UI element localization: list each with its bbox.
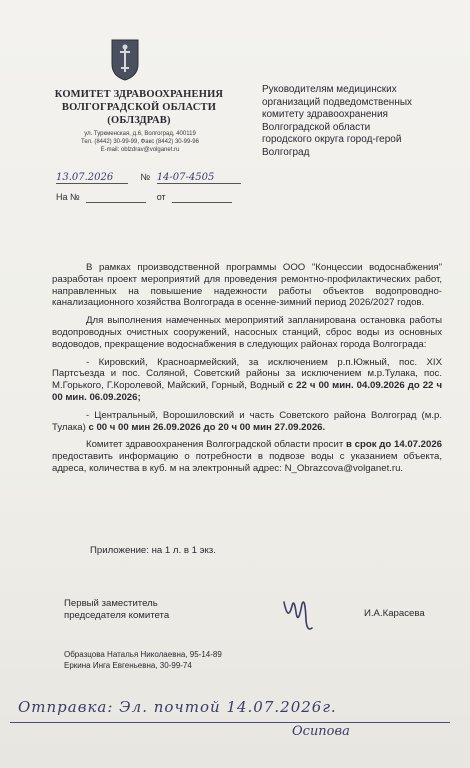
addressee-line-4: Волгоградской области xyxy=(262,121,371,133)
org-line-2: ВОЛГОГРАДСКОЙ ОБЛАСТИ xyxy=(61,102,217,113)
org-phones: Тел. (8442) 30-99-99, Факс (8442) 30-99-96 xyxy=(81,139,199,145)
organization-contacts xyxy=(50,130,230,154)
position-line-1: Первый заместитель xyxy=(64,598,158,609)
request-start: Комитет здравоохранения Волгоградской области просит xyxy=(86,439,344,451)
coat-of-arms-icon xyxy=(110,38,140,82)
district-list-1: - Кировский, Красноармейский, за исключением р.п.Южный, пос. XIX Партсъезда и пос. Соляной, Советский районы за исключением м.р.Тулака, пос. М.Горького, Г.Королевой, Майский, Горный, Водный xyxy=(52,356,442,392)
body-paragraph-3 xyxy=(52,357,442,404)
reference-line xyxy=(56,192,232,203)
addressee-line-6: Волгоград xyxy=(262,146,310,158)
addressee-line-5: городского округа город-герой xyxy=(262,134,402,145)
signatory-name: И.А.Карасева xyxy=(364,608,425,619)
body-paragraph-4 xyxy=(52,410,442,434)
request-deadline: в срок до 14.07.2026 xyxy=(345,439,443,451)
addressee-line-2: организаций подведомственных xyxy=(262,96,413,108)
position-line-2: председателя комитета xyxy=(64,610,170,621)
body-paragraph-5 xyxy=(52,439,442,474)
dispatch-note-underline xyxy=(10,722,450,723)
handwritten-dispatch-sign: Осипова xyxy=(292,724,350,739)
executors-block xyxy=(64,650,222,671)
registration-line xyxy=(56,172,241,184)
registration-date: 13.07.2026 xyxy=(56,172,128,184)
reference-date-blank xyxy=(172,192,232,203)
request-end: предоставить информацию о потребности в подвозе воды с указанием объекта, адреса, количества в куб. м на электронный адрес: N_Obrazcova@volganet.ru. xyxy=(52,451,442,474)
org-address: ул. Туркменская, д.6, Волгоград, 400119 xyxy=(84,131,196,137)
addressee-block xyxy=(262,84,462,159)
handwritten-signature-icon xyxy=(278,592,318,634)
reference-label: На № xyxy=(56,192,80,202)
addressee-line-3: комитету здравоохранения xyxy=(262,109,388,120)
attachment-note: Приложение: на 1 л. в 1 экз. xyxy=(90,545,216,556)
registration-number: 14-07-4505 xyxy=(157,172,241,184)
organization-name xyxy=(44,88,234,127)
signatory-position xyxy=(64,598,169,622)
letter-body xyxy=(52,262,442,481)
period-2: с 00 ч 00 мин 26.09.2026 до 20 ч 00 мин 27.09.2026. xyxy=(88,421,326,433)
period-1: с 22 ч 00 мин. 04.09.2026 до 22 ч 00 мин. 06.09.2026; xyxy=(52,380,443,403)
reference-number-blank xyxy=(86,192,146,203)
registration-number-label: № xyxy=(140,172,151,182)
handwritten-dispatch-note: Отправка: Эл. почтой 14.07.2026г. xyxy=(18,698,337,716)
executor-1: Образцова Наталья Николаевна, 95-14-89 xyxy=(64,650,222,659)
org-email: E-mail: oblzdrav@volganet.ru xyxy=(100,147,180,153)
body-paragraph-2: Для выполнения намеченных мероприятий запланирована остановка работы водопроводных очистных сооружений, насосных станций, сброс воды из основных водоводов, прекращение водоснабжения в следующих районах города Волгограда: xyxy=(52,315,442,350)
org-line-1: КОМИТЕТ ЗДРАВООХРАНЕНИЯ xyxy=(54,89,224,100)
executor-2: Еркина Инга Евгеньевна, 30-99-74 xyxy=(64,660,192,670)
reference-from-label: от xyxy=(156,192,166,202)
district-list-2: - Центральный, Ворошиловский и часть Советского района Волгоград (м.р. Тулака) xyxy=(52,409,442,433)
body-paragraph-1: В рамках производственной программы ООО "Концессии водоснабжения" разработан проект мероприятий для проведения ремонтно-профилактических работ, направленных на повышение надежности работы объектов водопроводно-канализационного хозяйства Волгограда в осенне-зимний период 2026/2027 годов. xyxy=(52,262,442,309)
addressee-line-1: Руководителям медицинских xyxy=(262,84,397,95)
org-line-3: (ОБЛЗДРАВ) xyxy=(107,115,171,126)
